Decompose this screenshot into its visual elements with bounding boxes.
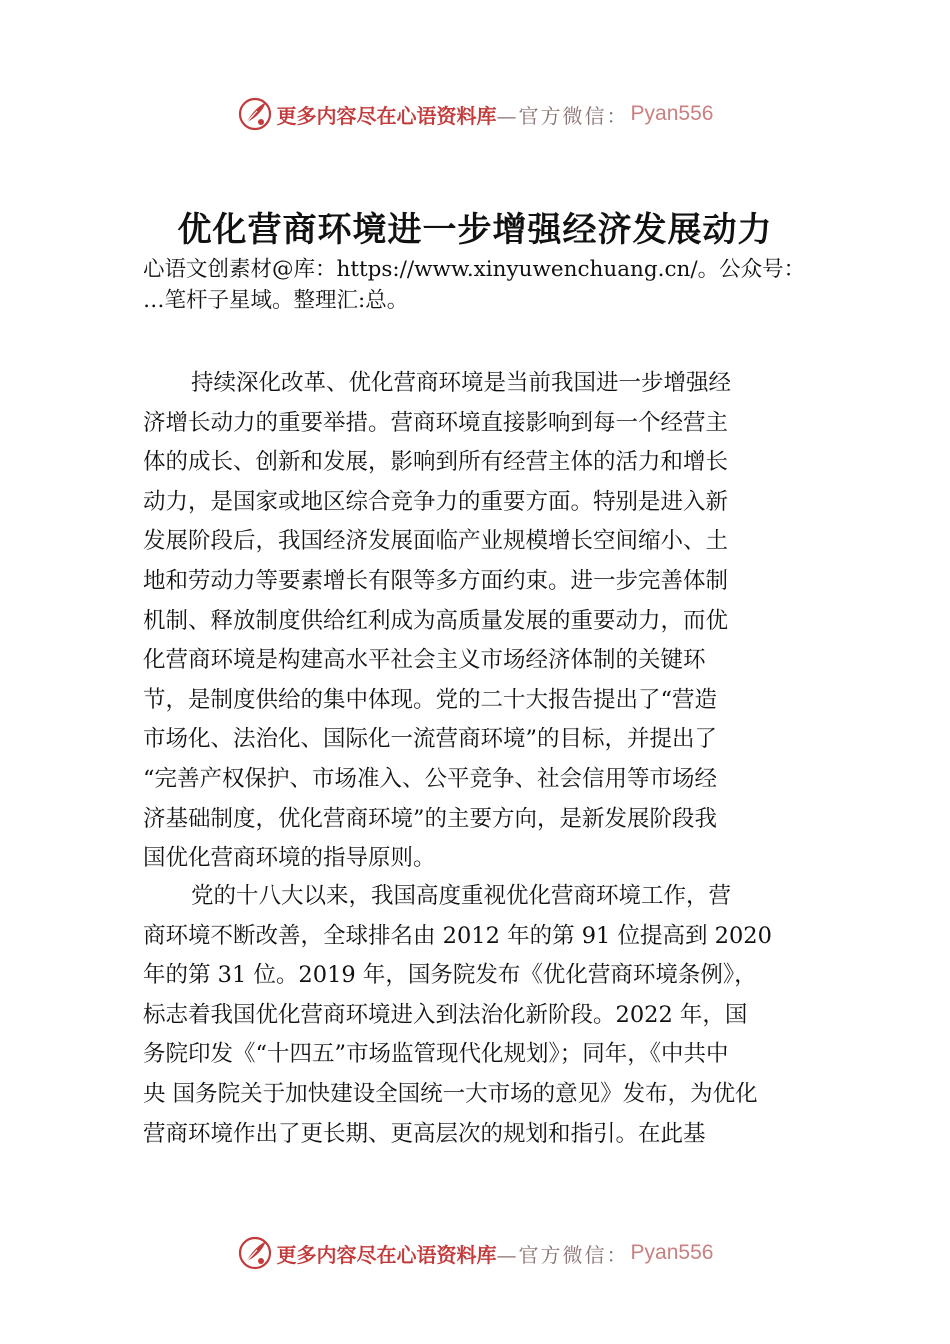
paragraph-line: 持续深化改革、优化营商环境是当前我国进一步增强经 (191, 370, 732, 396)
paragraph-line: 商环境不断改善，全球排名由 2012 年的第 91 位提高到 2020 (143, 922, 772, 949)
paragraph-line: 体的成长、创新和发展，影响到所有经营主体的活力和增长 (143, 449, 729, 476)
banner-promo-text: 更多内容尽在心语资料库 (276, 1242, 497, 1267)
paragraph-line: 化营商环境是构建高水平社会主义市场经济体制的关键环 (143, 647, 706, 674)
paragraph-line: 央 国务院关于加快建设全国统一大市场的意见》发布，为优化 (143, 1080, 758, 1107)
banner-wechat-id: Pyan556 (630, 102, 714, 125)
paragraph-line: 地和劳动力等要素增长有限等多方面约束。进一步完善体制 (143, 567, 729, 594)
source-note (143, 254, 863, 316)
paragraph-line: 标志着我国优化营商环境进入到法治化新阶段。2022 年，国 (143, 1001, 748, 1028)
banner-promo-text: 更多内容尽在心语资料库 (276, 103, 497, 128)
paragraph-line: 动力，是国家或地区综合竞争力的重要方面。特别是进入新 (143, 488, 729, 515)
paragraph-line: 营商环境作出了更长期、更高层次的规划和指引。在此基 (143, 1120, 706, 1147)
body-paragraph-1 (143, 364, 811, 879)
banner-wechat-label: —官方微信： (496, 1242, 629, 1267)
paragraph-line: 务院印发《“十四五”市场监管现代化规划》；同年，《中共中 (143, 1041, 729, 1068)
source-line: …笔杆子星域。整理汇:总。 (143, 288, 409, 313)
paragraph-line: 发展阶段后，我国经济发展面临产业规模增长空间缩小、土 (143, 528, 729, 555)
header-banner (0, 94, 950, 134)
banner-wechat-id: Pyan556 (630, 1241, 714, 1264)
paragraph-line: 济增长动力的重要举措。营商环境直接影响到每一个经营主 (143, 409, 729, 436)
paragraph-line: 济基础制度，优化营商环境”的主要方向，是新发展阶段我 (143, 805, 718, 832)
document-title: 优化营商环境进一步增强经济发展动力 (177, 210, 773, 250)
feather-pen-circle-icon (237, 96, 273, 132)
paragraph-line: 党的十八大以来，我国高度重视优化营商环境工作，营 (191, 883, 732, 909)
paragraph-line: 机制、释放制度供给红利成为高质量发展的重要动力，而优 (143, 607, 729, 634)
footer-banner (0, 1233, 950, 1273)
banner-wechat-label: —官方微信： (496, 103, 629, 128)
paragraph-line: “完善产权保护、市场准入、公平竞争、社会信用等市场经 (143, 765, 718, 792)
body-paragraph-2 (143, 877, 811, 1154)
paragraph-line: 年的第 31 位。2019 年，国务院发布《优化营商环境条例》， (143, 962, 757, 989)
paragraph-line: 国优化营商环境的指导原则。 (143, 845, 436, 872)
source-line: 心语文创素材@库：https://www.xinyuwenchuang.cn/。公众号： (143, 257, 806, 282)
paragraph-line: 节，是制度供给的集中体现。党的二十大报告提出了“营造 (143, 686, 718, 713)
paragraph-line: 市场化、法治化、国际化一流营商环境”的目标，并提出了 (143, 726, 718, 753)
feather-pen-circle-icon (237, 1235, 273, 1271)
